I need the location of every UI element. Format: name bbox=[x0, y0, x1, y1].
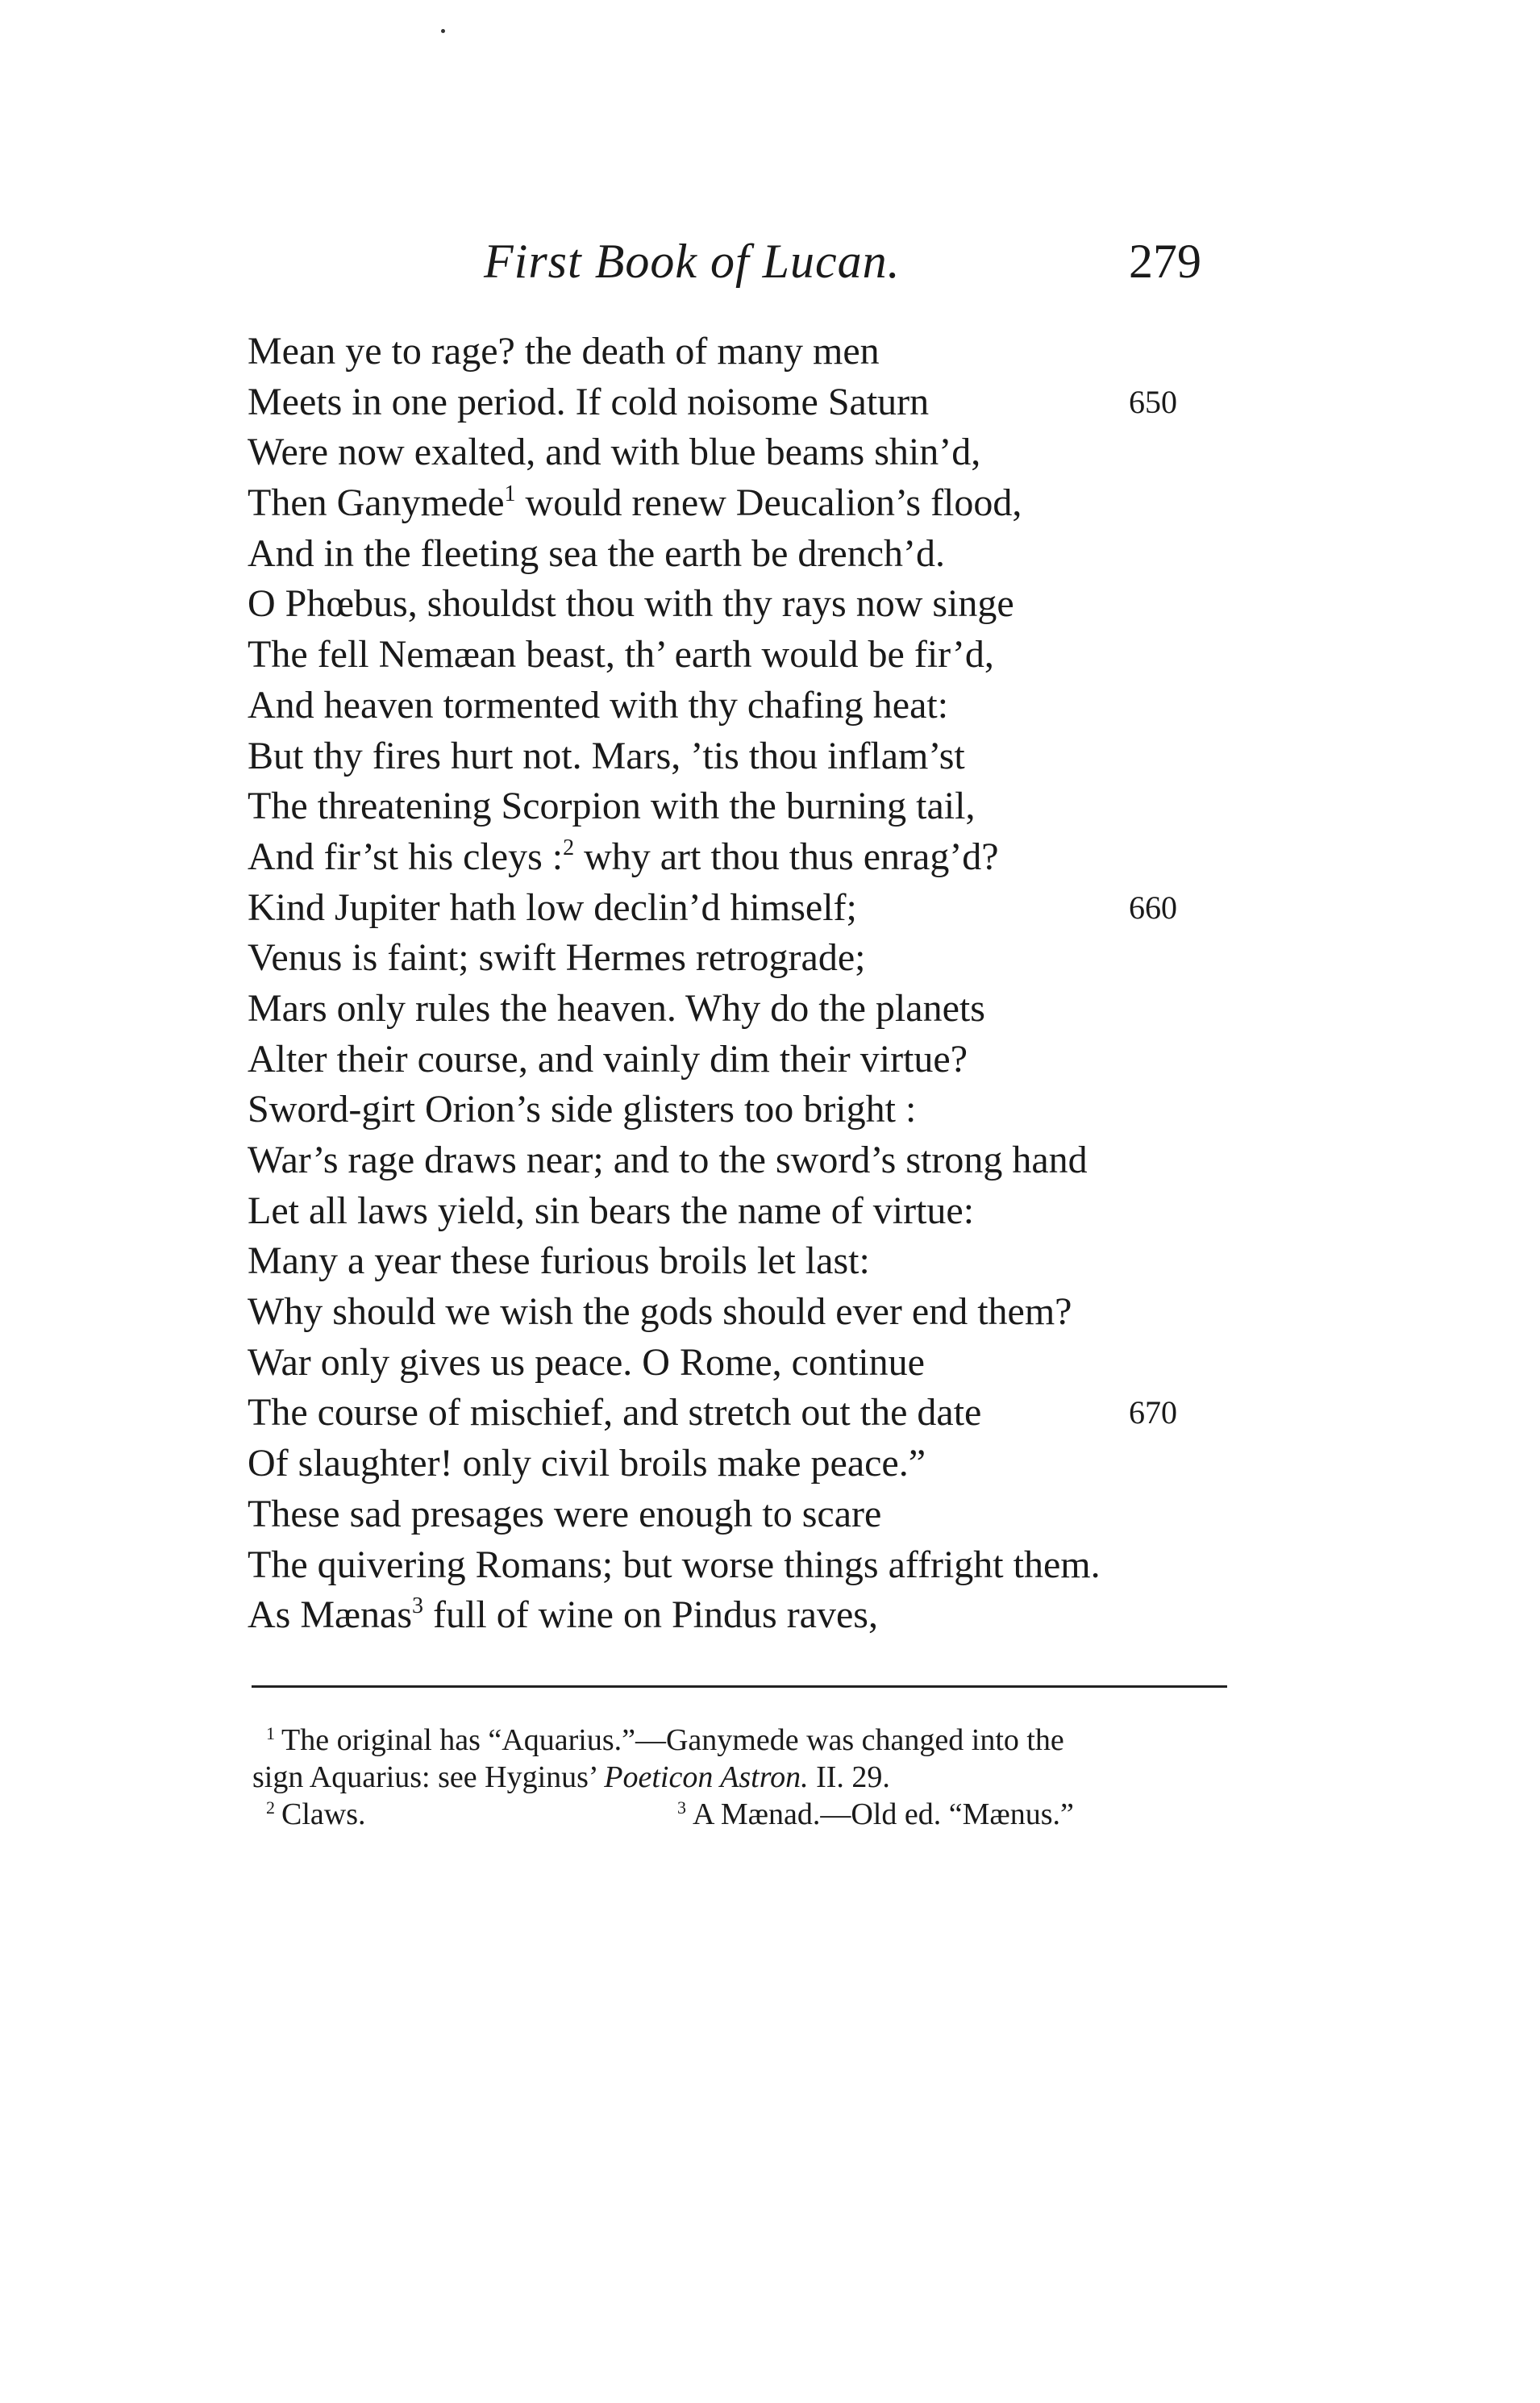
verse-line bbox=[248, 327, 1231, 377]
verse-text: Kind Jupiter hath low declin’d himself; bbox=[248, 885, 857, 929]
footnote-text: A Mænad.—Old ed. “Mænus.” bbox=[693, 1797, 1074, 1831]
running-title: First Book of Lucan. bbox=[484, 235, 901, 288]
verse-line bbox=[248, 630, 1231, 681]
verse-line bbox=[248, 1186, 1231, 1237]
verse-line bbox=[248, 579, 1231, 630]
verse-line bbox=[248, 1388, 1231, 1439]
verse-line bbox=[248, 1135, 1231, 1186]
ink-speck bbox=[441, 29, 445, 33]
footnote-3 bbox=[677, 1796, 1074, 1833]
verse-text: And heaven tormented with thy chafing heat: bbox=[248, 683, 949, 727]
verse-text: War only gives us peace. O Rome, continue bbox=[248, 1340, 925, 1384]
verse-line bbox=[248, 1035, 1231, 1085]
footnote-rule bbox=[252, 1685, 1227, 1688]
verse-line bbox=[248, 1287, 1231, 1338]
verse-text: Meets in one period. If cold noisome Saturn bbox=[248, 380, 930, 423]
verse-line bbox=[248, 731, 1231, 782]
verse-line bbox=[248, 1540, 1231, 1591]
verse-line bbox=[248, 1338, 1231, 1389]
verse-text: Then Ganymede bbox=[248, 481, 505, 525]
verse-line bbox=[248, 377, 1231, 428]
verse-line bbox=[248, 1590, 1231, 1641]
footnote-1 bbox=[252, 1722, 1236, 1759]
verse-text: War’s rage draws near; and to the sword’s strong hand bbox=[248, 1139, 1088, 1181]
verse-text: Venus is faint; swift Hermes retrograde; bbox=[248, 936, 866, 980]
verse-line bbox=[248, 883, 1231, 934]
verse-line bbox=[248, 1085, 1231, 1135]
verse-text: would renew Deucalion’s flood, bbox=[515, 481, 1022, 525]
line-number: 650 bbox=[1129, 383, 1177, 420]
verse-text: Mars only rules the heaven. Why do the planets bbox=[248, 986, 985, 1030]
verse-text: full of wine on Pindus raves, bbox=[423, 1593, 878, 1637]
footnote-reference: 2 bbox=[563, 835, 575, 860]
footnote-marker: 2 bbox=[266, 1797, 275, 1818]
poem-text bbox=[248, 327, 1231, 1641]
verse-text: These sad presages were enough to scare bbox=[248, 1492, 882, 1535]
footnote-marker: 1 bbox=[266, 1723, 275, 1743]
footnote-2 bbox=[266, 1797, 366, 1831]
verse-text: why art thou thus enrag’d? bbox=[574, 835, 999, 878]
page-number: 279 bbox=[1129, 235, 1201, 288]
footnote-marker: 3 bbox=[677, 1797, 686, 1818]
footnote-text: sign Aquarius: see Hyginus’ bbox=[252, 1760, 605, 1794]
footnote-row-2-3 bbox=[252, 1796, 1236, 1833]
verse-text: O Phœbus, shouldst thou with thy rays now singe bbox=[248, 582, 1014, 626]
verse-text: As Mænas bbox=[248, 1593, 413, 1637]
verse-text: And fir’st his cleys : bbox=[248, 835, 564, 878]
verse-line bbox=[248, 1236, 1231, 1287]
footnotes bbox=[252, 1722, 1236, 1833]
verse-text: But thy fires hurt not. Mars, ’tis thou inflam’st bbox=[248, 734, 965, 777]
verse-text: Many a year these furious broils let last: bbox=[248, 1239, 870, 1283]
verse-text: Mean ye to rage? the death of many men bbox=[248, 330, 880, 373]
footnote-text: Claws. bbox=[281, 1797, 366, 1831]
verse-line bbox=[248, 984, 1231, 1035]
line-number: 660 bbox=[1129, 889, 1177, 926]
verse-text: The threatening Scorpion with the burning tail, bbox=[248, 785, 976, 828]
verse-line bbox=[248, 478, 1231, 529]
footnote-reference: 1 bbox=[504, 481, 516, 507]
verse-text: Were now exalted, and with blue beams shin’d, bbox=[248, 431, 981, 474]
verse-line bbox=[248, 781, 1231, 832]
footnote-reference: 3 bbox=[412, 1593, 424, 1619]
verse-text: The fell Nemæan beast, th’ earth would be fir’d, bbox=[248, 633, 994, 677]
verse-text: Let all laws yield, sin bears the name of virtue: bbox=[248, 1189, 975, 1232]
verse-line bbox=[248, 529, 1231, 580]
footnote-text: The original has “Aquarius.”—Ganymede was changed into the bbox=[281, 1723, 1064, 1757]
verse-text: Alter their course, and vainly dim their virtue? bbox=[248, 1037, 968, 1081]
verse-text: The quivering Romans; but worse things affright them. bbox=[248, 1543, 1101, 1586]
footnote-1-continued bbox=[252, 1759, 1236, 1796]
verse-text: Of slaughter! only civil broils make peace.” bbox=[248, 1442, 926, 1485]
verse-text: Sword-girt Orion’s side glisters too bright : bbox=[248, 1088, 917, 1131]
verse-line bbox=[248, 427, 1231, 478]
line-number: 670 bbox=[1129, 1394, 1177, 1431]
verse-line bbox=[248, 832, 1231, 883]
footnote-work-title: Poeticon Astron. bbox=[604, 1760, 809, 1794]
verse-text: The course of mischief, and stretch out the date bbox=[248, 1391, 982, 1435]
verse-line bbox=[248, 681, 1231, 731]
verse-text: Why should we wish the gods should ever end them? bbox=[248, 1290, 1072, 1334]
footnote-text: II. 29. bbox=[808, 1760, 890, 1794]
verse-line bbox=[248, 1489, 1231, 1540]
verse-line bbox=[248, 933, 1231, 984]
verse-text: And in the fleeting sea the earth be drench’d. bbox=[248, 531, 945, 575]
verse-line bbox=[248, 1439, 1231, 1489]
